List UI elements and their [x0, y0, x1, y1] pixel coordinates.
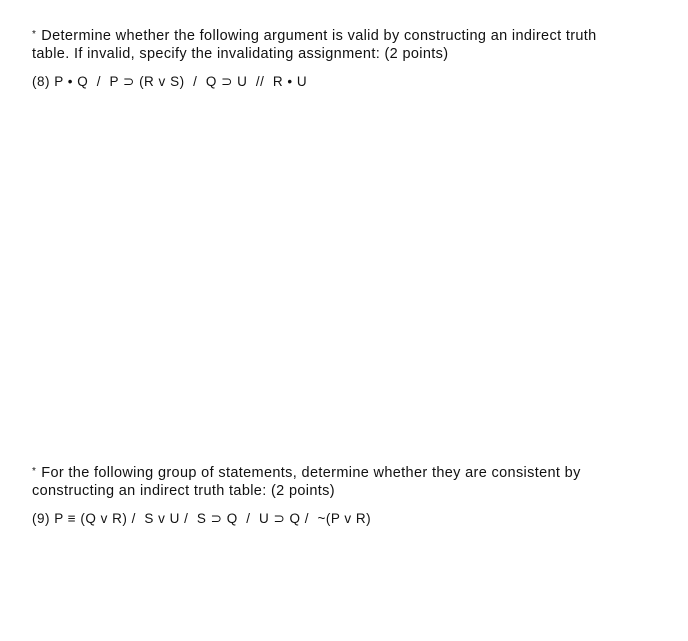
question-9 [32, 465, 662, 527]
question-9-instructions [32, 465, 662, 499]
instructions-line-1: Determine whether the following argument is valid by constructing an indirect truth [41, 28, 597, 44]
problem-9: (9) P ≡ (Q v R) / S v U / S ⊃ Q / U ⊃ Q / ~(P v R) [32, 511, 372, 526]
question-8 [32, 28, 662, 90]
instructions-line-2: constructing an indirect truth table: (2 points) [32, 483, 335, 499]
instructions-line-1: For the following group of statements, determine whether they are consistent by [41, 465, 581, 481]
question-8-instructions [32, 28, 662, 62]
problem-8: (8) P • Q / P ⊃ (R v S) / Q ⊃ U // R • U [32, 74, 308, 89]
instructions-line-2: table. If invalid, specify the invalidating assignment: (2 points) [32, 46, 449, 62]
bullet-icon: * [32, 29, 37, 40]
bullet-icon: * [32, 466, 37, 477]
